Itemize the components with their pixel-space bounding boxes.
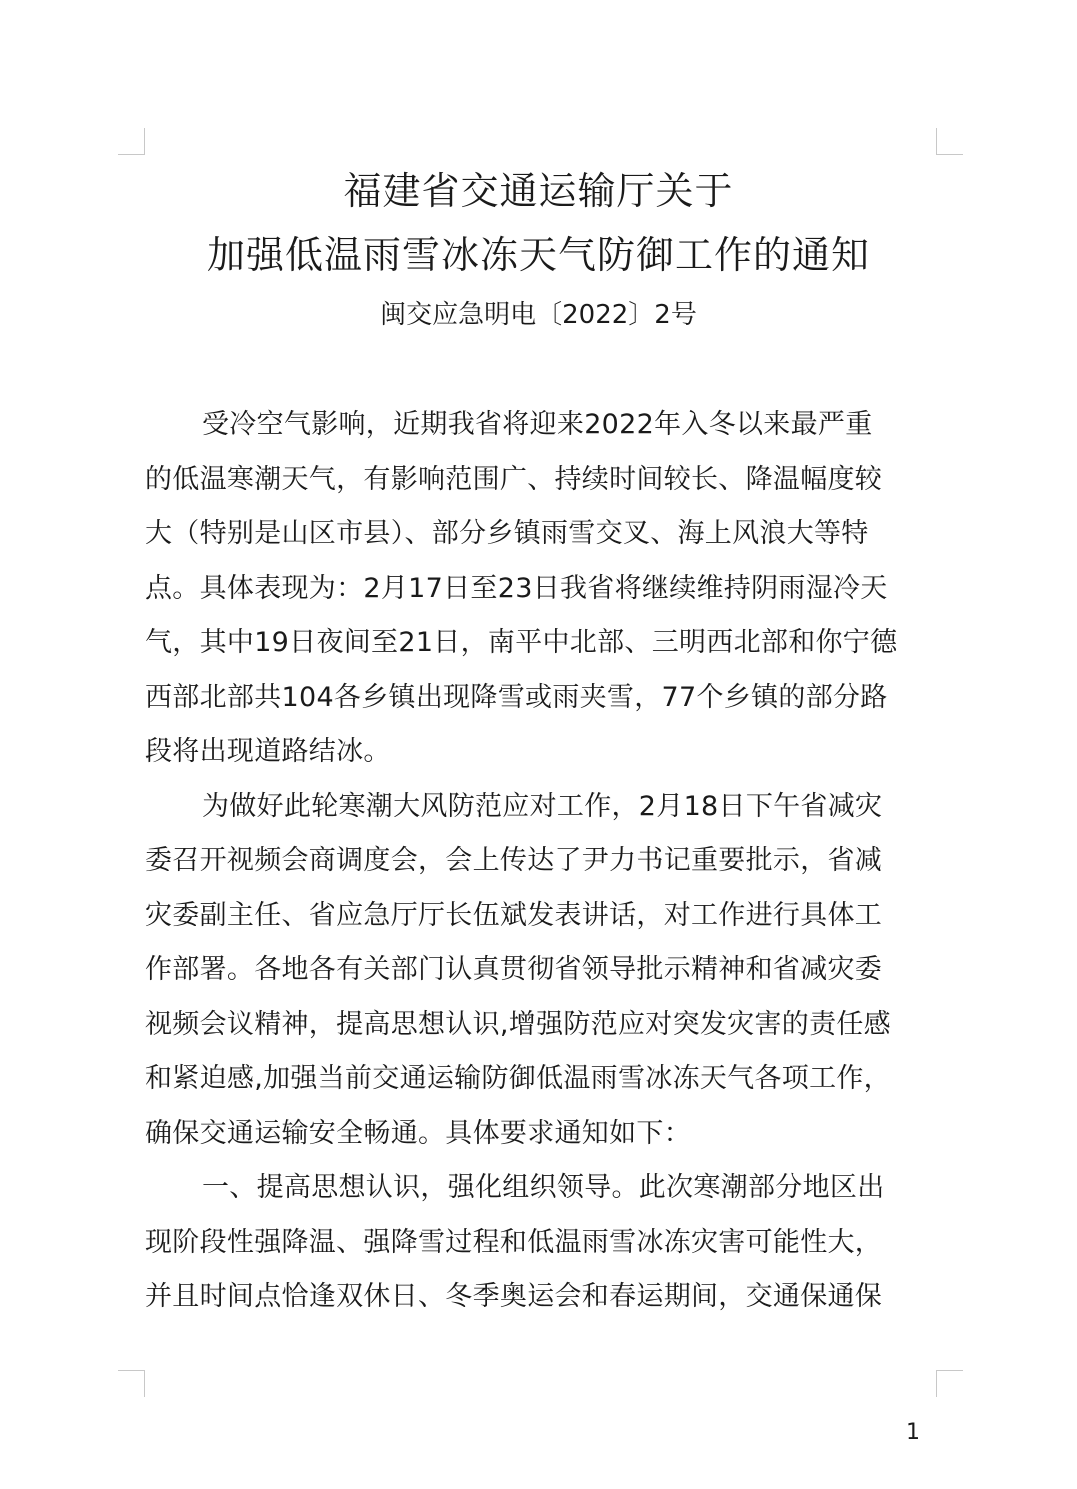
document-number: 闽交应急明电〔2022〕2号 bbox=[380, 300, 697, 330]
body-line: 大（特别是山区市县）、部分乡镇雨雪交叉、海上风浪大等特 bbox=[145, 518, 869, 549]
body-line: 委召开视频会商调度会，会上传达了尹力书记重要批示，省减 bbox=[145, 845, 883, 876]
document-title-line-1: 福建省交通运输厅关于 bbox=[343, 169, 734, 213]
body-line: 一、提高思想认识，强化组织领导。此次寒潮部分地区出 bbox=[202, 1172, 885, 1203]
body-line: 段将出现道路结冰。 bbox=[145, 736, 391, 767]
document-title-line-2: 加强低温雨雪冰冻天气防御工作的通知 bbox=[206, 233, 870, 277]
page-number: 1 bbox=[906, 1420, 920, 1445]
body-line: 视频会议精神，提高思想认识,增强防范应对突发灾害的责任感 bbox=[145, 1008, 891, 1040]
body-line: 和紧迫感,加强当前交通运输防御低温雨雪冰冻天气各项工作， bbox=[145, 1063, 891, 1094]
body-line: 气，其中19日夜间至21日，南平中北部、三明西北部和你宁德 bbox=[145, 627, 898, 658]
crop-mark-bottom-right bbox=[936, 1370, 963, 1397]
crop-mark-top-right bbox=[936, 128, 963, 155]
body-line: 点。具体表现为：2月17日至23日我省将继续维持阴雨湿冷天 bbox=[145, 572, 888, 604]
body-line: 作部署。各地各有关部门认真贯彻省领导批示精神和省减灾委 bbox=[145, 954, 883, 985]
body-line: 西部北部共104各乡镇出现降雪或雨夹雪，77个乡镇的部分路 bbox=[145, 681, 888, 713]
body-line: 受冷空气影响，近期我省将迎来2022年入冬以来最严重 bbox=[202, 409, 873, 440]
crop-mark-top-left bbox=[118, 128, 145, 155]
body-line: 现阶段性强降温、强降雪过程和低温雨雪冰冻灾害可能性大， bbox=[145, 1226, 883, 1258]
body-line: 灾委副主任、省应急厅厅长伍斌发表讲话，对工作进行具体工 bbox=[145, 899, 883, 931]
crop-mark-bottom-left bbox=[118, 1370, 145, 1397]
body-line: 为做好此轮寒潮大风防范应对工作，2月18日下午省减灾 bbox=[202, 790, 883, 822]
body-line: 并且时间点恰逢双休日、冬季奥运会和春运期间，交通保通保 bbox=[145, 1281, 883, 1312]
document-body bbox=[145, 398, 940, 1325]
body-line: 确保交通运输安全畅通。具体要求通知如下： bbox=[145, 1117, 691, 1149]
body-line: 的低温寒潮天气，有影响范围广、持续时间较长、降温幅度较 bbox=[145, 463, 883, 495]
